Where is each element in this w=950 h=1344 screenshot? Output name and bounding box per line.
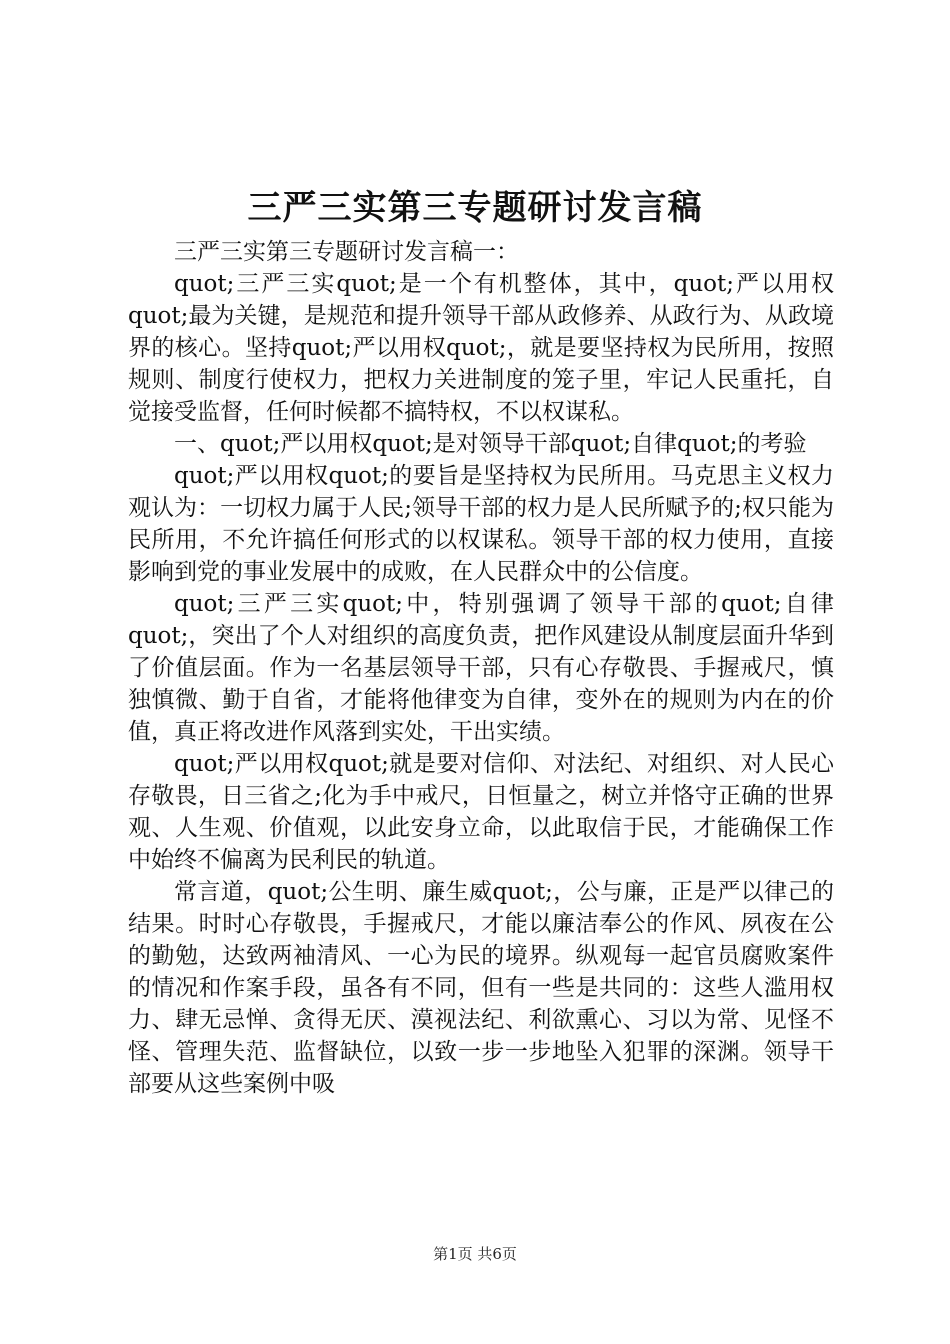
- paragraph: 常言道，quot;公生明、廉生威quot;，公与廉，正是严以律己的结果。时时心存敬畏，手握戒尺，才能以廉洁奉公的作风、夙夜在公的勤勉，达致两袖清风、一心为民的境界。纵观每一起官员腐败案件的情况和作案手段，虽各有不同，但有一些是共同的：这些人滥用权力、肆无忌惮、贪得无厌、漠视法纪、利欲熏心、习以为常、见怪不怪、管理失范、监督缺位，以致一步一步地坠入犯罪的深渊。领导干部要从这些案例中吸: [128, 879, 834, 1097]
- paragraph-intro: 三严三实第三专题研讨发言稿一：: [174, 239, 519, 265]
- document-body: [128, 236, 834, 1100]
- document-title: 三严三实第三专题研讨发言稿: [247, 188, 703, 228]
- paragraph: quot;严以用权quot;就是要对信仰、对法纪、对组织、对人民心存敬畏，日三省之;化为手中戒尺，日恒量之，树立并恪守正确的世界观、人生观、价值观，以此安身立命，以此取信于民，才能确保工作中始终不偏离为民利民的轨道。: [128, 751, 834, 873]
- paragraph: quot;严以用权quot;的要旨是坚持权为民所用。马克思主义权力观认为：一切权力属于人民;领导干部的权力是人民所赋予的;权只能为民所用，不允许搞任何形式的以权谋私。领导干部的权力使用，直接影响到党的事业发展中的成败，在人民群众中的公信度。: [128, 463, 834, 585]
- page-number-footer: 第1页 共6页: [433, 1245, 517, 1263]
- section-heading: 一、quot;严以用权quot;是对领导干部quot;自律quot;的考验: [174, 431, 807, 457]
- paragraph: quot;三严三实quot;中，特别强调了领导干部的quot;自律quot;，突出了个人对组织的高度负责，把作风建设从制度层面升华到了价值层面。作为一名基层领导干部，只有心存敬畏、手握戒尺，慎独慎微、勤于自省，才能将他律变为自律，变外在的规则为内在的价值，真正将改进作风落到实处，干出实绩。: [128, 591, 834, 745]
- paragraph: quot;三严三实quot;是一个有机整体，其中，quot;严以用权quot;最为关键，是规范和提升领导干部从政修养、从政行为、从政境界的核心。坚持quot;严以用权quot;，就是要坚持权为民所用，按照规则、制度行使权力，把权力关进制度的笼子里，牢记人民重托，自觉接受监督，任何时候都不搞特权，不以权谋私。: [128, 271, 834, 425]
